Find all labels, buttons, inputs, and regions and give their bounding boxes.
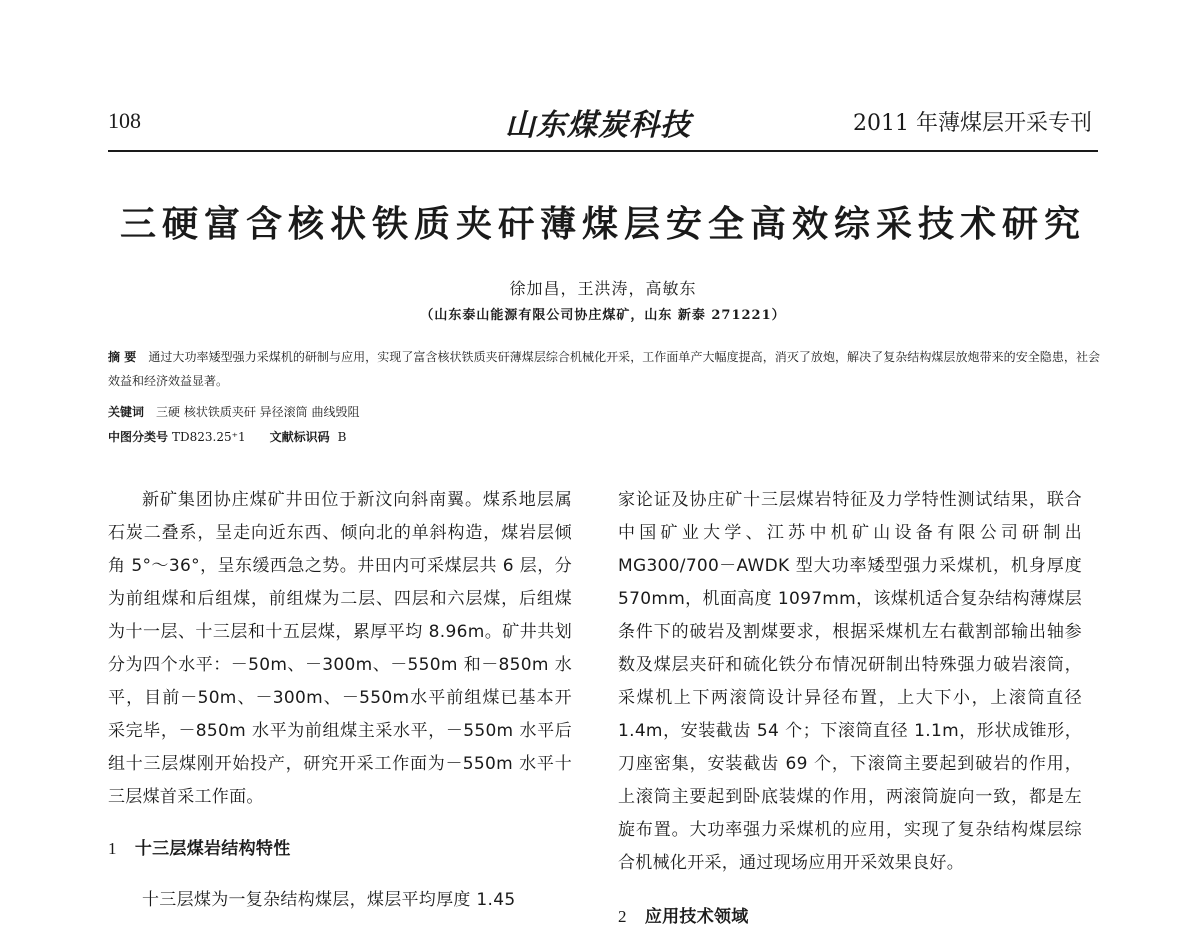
- abstract: [108, 345, 1100, 393]
- keywords-line: [108, 403, 359, 420]
- article-affiliation: （山东泰山能源有限公司协庄煤矿，山东 新泰 271221）: [420, 308, 786, 323]
- right-column: [618, 484, 1082, 934]
- section-1-title: 十三层煤岩结构特性: [134, 839, 291, 859]
- abstract-text: 通过大功率矮型强力采煤机的研制与应用，实现了富含核状铁质夹矸薄煤层综合机械化开采，工作面单产大幅度提高，消灭了放炮，解决了复杂结构煤层放炮带来的安全隐患，社会效益和经济效益显著。: [108, 350, 1100, 388]
- section-1-number: 1: [108, 839, 117, 858]
- doc-code-value: B: [337, 430, 347, 444]
- page-number: 108: [108, 108, 141, 133]
- left-paragraph-2: 十三层煤为一复杂结构煤层，煤层平均厚度 1.45: [142, 890, 516, 910]
- clc-label: 中图分类号: [108, 430, 169, 444]
- left-column: [108, 484, 572, 917]
- section-2-number: 2: [618, 907, 627, 926]
- article-authors: 徐加昌，王洪涛，高敏东: [509, 279, 697, 298]
- section-1-heading: [108, 832, 572, 866]
- section-2-title: 应用技术领域: [644, 907, 749, 927]
- abstract-label: 摘 要: [108, 350, 137, 364]
- journal-name: 山东煤炭科技: [505, 108, 691, 143]
- issue-label: 2011 年薄煤层开采专刊: [853, 111, 1092, 136]
- section-2-heading: [618, 900, 1082, 934]
- doc-code-label: 文献标识码: [269, 430, 330, 444]
- header-rule: [108, 150, 1098, 152]
- article-title: 三硬富含核状铁质夹矸薄煤层安全高效综采技术研究: [119, 204, 1086, 245]
- classification-line: [108, 428, 346, 445]
- clc-value: TD823.25⁺1: [172, 430, 246, 444]
- right-paragraph-1: 家论证及协庄矿十三层煤岩特征及力学特性测试结果，联合中国矿业大学、江苏中机矿山设备有限公司研制出 MG300/700－AWDK 型大功率矮型强力采煤机，机身厚度 570mm，机面高度 1097mm，该煤机适合复杂结构薄煤层条件下的破岩及割煤要求，根据采煤机左右截割部输出轴参数及煤层夹矸和硫化铁分布情况研制出特殊强力破岩滚筒，采煤机上下两滚筒设计异径布置，上大下小，上滚筒直径 1.4m，安装截齿 54 个；下滚筒直径 1.1m，形状成锥形，刀座密集，安装截齿 69 个，下滚筒主要起到破岩的作用，上滚筒主要起到卧底装煤的作用，两滚筒旋向一致，都是左旋布置。大功率强力采煤机的应用，实现了复杂结构煤层综合机械化开采，通过现场应用开采效果良好。: [618, 490, 1082, 873]
- keywords-text: 三硬 核状铁质夹矸 异径滚筒 曲线毁阻: [156, 405, 360, 419]
- keywords-label: 关键词: [108, 405, 145, 419]
- left-paragraph-1: 新矿集团协庄煤矿井田位于新汶向斜南翼。煤系地层属石炭二叠系，呈走向近东西、倾向北的单斜构造，煤岩层倾角 5°～36°，呈东缓西急之势。井田内可采煤层共 6 层，分为前组煤和后组煤，前组煤为二层、四层和六层煤，后组煤为十一层、十三层和十五层煤，累厚平均 8.96m。矿井共划分为四个水平：－50m、－300m、－550m 和－850m 水平，目前－50m、－300m、－550m水平前组煤已基本开采完毕，－850m 水平为前组煤主采水平，－550m 水平后组十三层煤刚开始投产，研究开采工作面为－550m 水平十三层煤首采工作面。: [108, 490, 572, 807]
